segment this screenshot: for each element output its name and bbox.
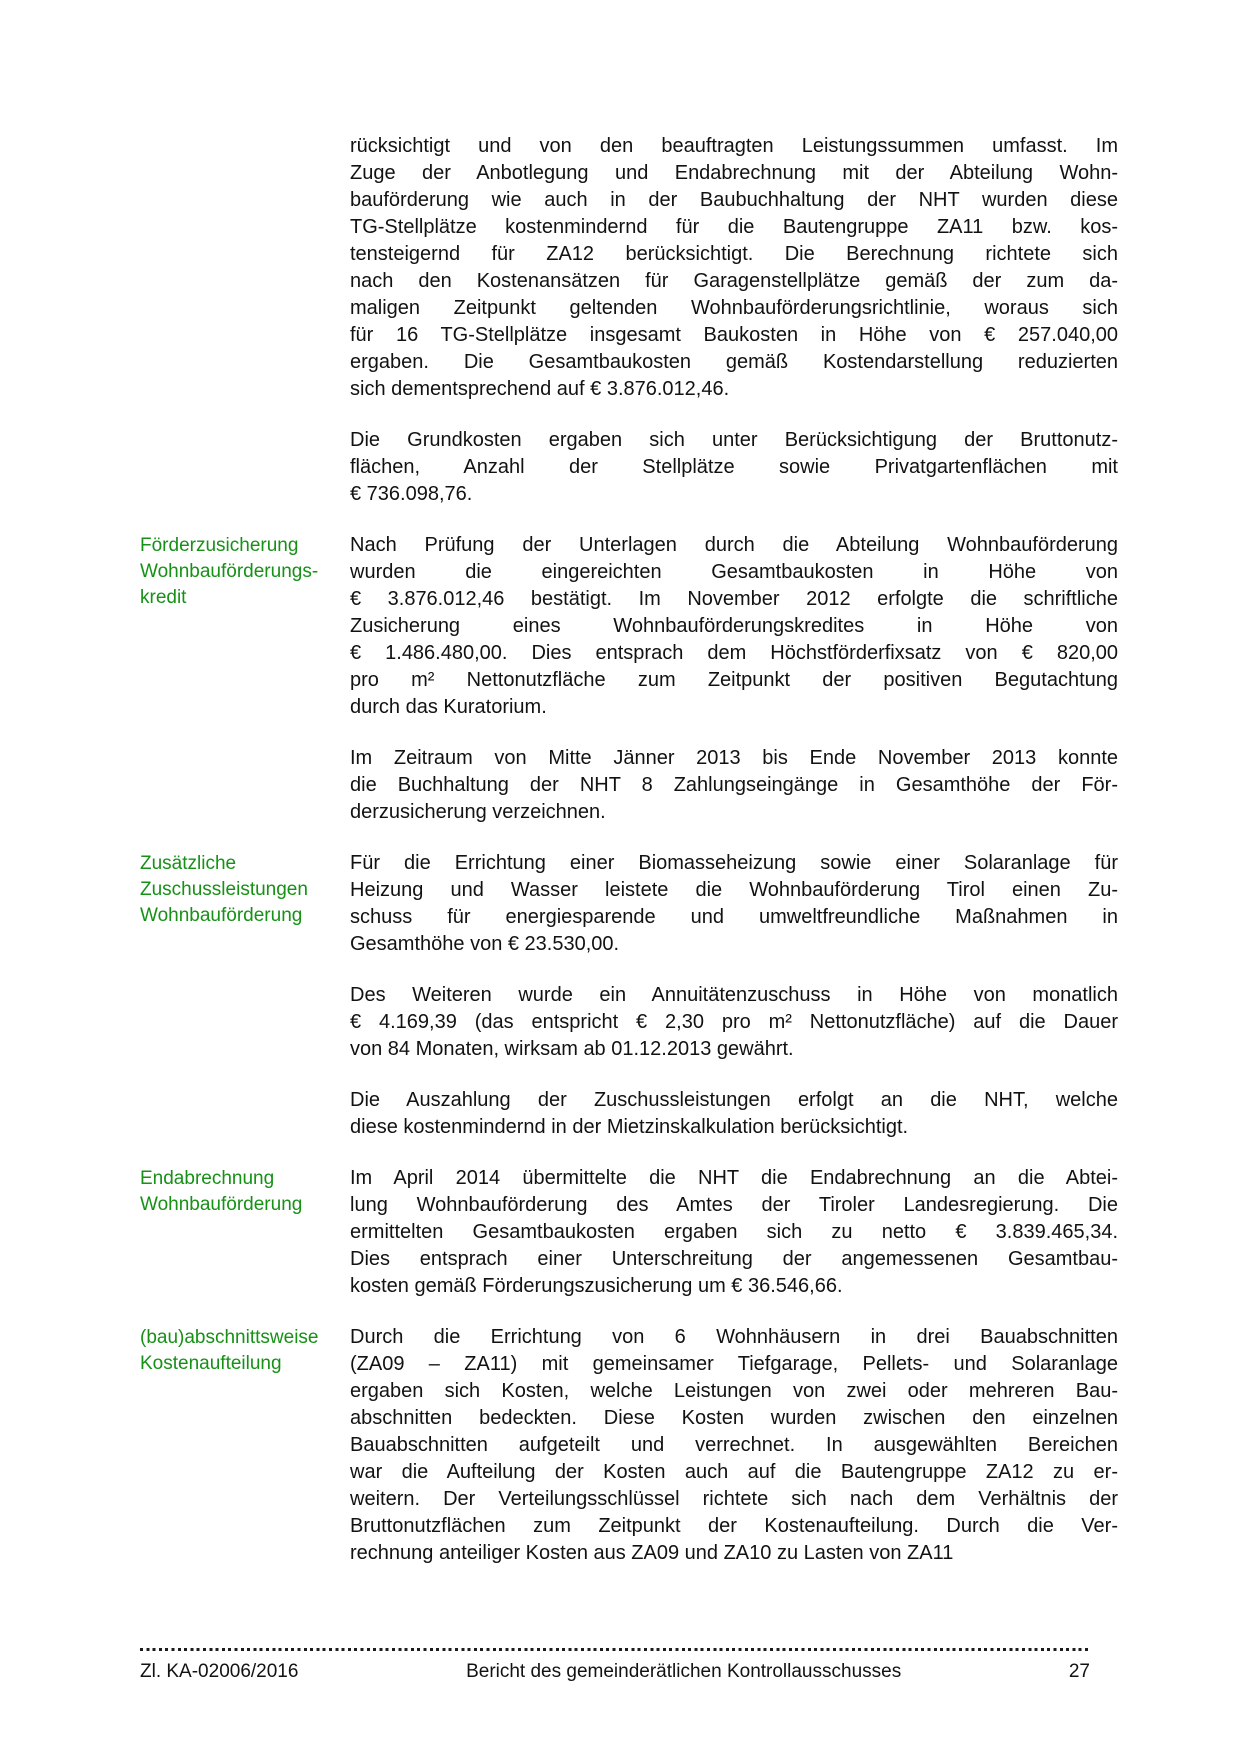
paragraph-line: Des Weiteren wurde ein Annuitätenzuschuss in Höhe von monatlich	[350, 984, 1118, 1006]
paragraph-line: Gesamthöhe von € 23.530,00.	[350, 933, 620, 955]
margin-label-line: Zuschussleistungen	[140, 879, 308, 900]
paragraph-line: durch das Kuratorium.	[350, 696, 547, 718]
paragraph-line: (ZA09 – ZA11) mit gemeinsamer Tiefgarage, Pellets- und Solaranlage	[350, 1353, 1118, 1375]
paragraph-line: € 3.876.012,46 bestätigt. Im November 2012 erfolgte die schriftliche	[350, 588, 1118, 610]
paragraph-line: tensteigernd für ZA12 berücksichtigt. Die Berechnung richtete sich	[350, 243, 1118, 265]
paragraph	[350, 427, 1118, 508]
paragraph-line: rücksichtigt und von den beauftragten Leistungssummen umfasst. Im	[350, 135, 1118, 157]
paragraph-line: weitern. Der Verteilungsschlüssel richtete sich nach dem Verhältnis der	[350, 1488, 1118, 1510]
paragraph-line: Heizung und Wasser leistete die Wohnbauförderung Tirol einen Zu-	[350, 879, 1118, 901]
margin-label	[140, 1165, 350, 1218]
paragraph-line: für 16 TG-Stellplätze insgesamt Baukosten in Höhe von € 257.040,00	[350, 324, 1118, 346]
paragraph-line: ermittelten Gesamtbaukosten ergaben sich zu netto € 3.839.465,34.	[350, 1221, 1118, 1243]
paragraph-line: abschnitten bedeckten. Diese Kosten wurden zwischen den einzelnen	[350, 1407, 1118, 1429]
paragraph	[350, 1087, 1118, 1141]
paragraph	[350, 1324, 1118, 1567]
paragraph	[350, 1165, 1118, 1300]
paragraph-line: € 1.486.480,00. Dies entsprach dem Höchstförderfixsatz von € 820,00	[350, 642, 1118, 664]
paragraph	[350, 532, 1118, 721]
document-section	[140, 133, 1120, 532]
document-section	[140, 1324, 1120, 1591]
paragraph-line: ergaben. Die Gesamtbaukosten gemäß Kostendarstellung reduzierten	[350, 351, 1118, 373]
paragraph	[350, 133, 1118, 403]
margin-label-line: Zusätzliche	[140, 853, 237, 874]
paragraph-line: derzusicherung verzeichnen.	[350, 801, 606, 823]
paragraph-line: Die Grundkosten ergaben sich unter Berücksichtigung der Bruttonutz-	[350, 429, 1118, 451]
footer-report-title: Bericht des gemeinderätlichen Kontrollausschusses	[466, 1661, 902, 1682]
margin-label-line: Endabrechnung	[140, 1168, 275, 1189]
margin-label	[140, 850, 350, 929]
paragraph-line: ergaben sich Kosten, welche Leistungen von zwei oder mehreren Bau-	[350, 1380, 1118, 1402]
paragraph	[350, 745, 1118, 826]
paragraph-line: pro m² Nettonutzfläche zum Zeitpunkt der positiven Begutachtung	[350, 669, 1118, 691]
paragraph-line: Durch die Errichtung von 6 Wohnhäusern in drei Bauabschnitten	[350, 1326, 1118, 1348]
paragraph-line: war die Aufteilung der Kosten auch auf die Bautengruppe ZA12 zu er-	[350, 1461, 1118, 1483]
margin-label	[140, 133, 350, 134]
paragraph-line: nach den Kostenansätzen für Garagenstellplätze gemäß der zum da-	[350, 270, 1118, 292]
paragraph-line: Nach Prüfung der Unterlagen durch die Abteilung Wohnbauförderung	[350, 534, 1118, 556]
document-section	[140, 1165, 1120, 1324]
footer-row	[140, 1660, 1090, 1684]
section-text	[350, 532, 1118, 850]
section-text	[350, 133, 1118, 532]
paragraph-line: von 84 Monaten, wirksam ab 01.12.2013 gewährt.	[350, 1038, 794, 1060]
paragraph-line: Für die Errichtung einer Biomasseheizung sowie einer Solaranlage für	[350, 852, 1118, 874]
paragraph-line: Im Zeitraum von Mitte Jänner 2013 bis Ende November 2013 konnte	[350, 747, 1118, 769]
paragraph-line: lung Wohnbauförderung des Amtes der Tiroler Landesregierung. Die	[350, 1194, 1118, 1216]
document-section	[140, 532, 1120, 850]
document-section	[140, 850, 1120, 1165]
margin-label-line: (bau)abschnittsweise	[140, 1327, 319, 1348]
margin-label	[140, 1324, 350, 1377]
footer-reference: Zl. KA-02006/2016	[140, 1661, 299, 1682]
paragraph-line: TG-Stellplätze kostenmindernd für die Bautengruppe ZA11 bzw. kos-	[350, 216, 1118, 238]
paragraph-line: Zusicherung eines Wohnbauförderungskredites in Höhe von	[350, 615, 1118, 637]
paragraph-line: wurden die eingereichten Gesamtbaukosten in Höhe von	[350, 561, 1118, 583]
section-text	[350, 850, 1118, 1165]
paragraph	[350, 850, 1118, 958]
paragraph-line: bauförderung wie auch in der Baubuchhaltung der NHT wurden diese	[350, 189, 1118, 211]
footer-divider	[140, 1648, 1090, 1651]
section-text	[350, 1165, 1118, 1324]
paragraph-line: Bruttonutzflächen zum Zeitpunkt der Kostenaufteilung. Durch die Ver-	[350, 1515, 1118, 1537]
paragraph-line: rechnung anteiliger Kosten aus ZA09 und ZA10 zu Lasten von ZA11	[350, 1542, 954, 1564]
margin-label-line: Förderzusicherung	[140, 535, 299, 556]
paragraph-line: maligen Zeitpunkt geltenden Wohnbauförderungsrichtlinie, woraus sich	[350, 297, 1118, 319]
margin-label-line: Wohnbauförderung	[140, 1194, 303, 1215]
paragraph-line: € 736.098,76.	[350, 483, 473, 505]
paragraph-line: sich dementsprechend auf € 3.876.012,46.	[350, 378, 730, 400]
paragraph-line: Zuge der Anbotlegung und Endabrechnung mit der Abteilung Wohn-	[350, 162, 1118, 184]
paragraph-line: diese kostenmindernd in der Mietzinskalkulation berücksichtigt.	[350, 1116, 909, 1138]
paragraph	[350, 982, 1118, 1063]
paragraph-line: Bauabschnitten aufgeteilt und verrechnet. In ausgewählten Bereichen	[350, 1434, 1118, 1456]
margin-label-line: Wohnbauförderungs-	[140, 561, 319, 582]
paragraph-line: € 4.169,39 (das entspricht € 2,30 pro m² Nettonutzfläche) auf die Dauer	[350, 1011, 1118, 1033]
margin-label	[140, 532, 350, 611]
paragraph-line: die Buchhaltung der NHT 8 Zahlungseingänge in Gesamthöhe der För-	[350, 774, 1118, 796]
paragraph-line: kosten gemäß Förderungszusicherung um € 36.546,66.	[350, 1275, 843, 1297]
document-body	[140, 133, 1120, 1591]
paragraph-line: Dies entsprach einer Unterschreitung der angemessenen Gesamtbau-	[350, 1248, 1118, 1270]
paragraph-line: Im April 2014 übermittelte die NHT die Endabrechnung an die Abtei-	[350, 1167, 1118, 1189]
paragraph-line: Die Auszahlung der Zuschussleistungen erfolgt an die NHT, welche	[350, 1089, 1118, 1111]
margin-label-line: Kostenaufteilung	[140, 1353, 282, 1374]
page-footer	[140, 1648, 1090, 1684]
paragraph-line: schuss für energiesparende und umweltfreundliche Maßnahmen in	[350, 906, 1118, 928]
footer-page-number: 27	[1068, 1661, 1090, 1682]
margin-label-line: Wohnbauförderung	[140, 905, 303, 926]
margin-label-line: kredit	[140, 587, 187, 608]
paragraph-line: flächen, Anzahl der Stellplätze sowie Privatgartenflächen mit	[350, 456, 1118, 478]
section-text	[350, 1324, 1118, 1591]
